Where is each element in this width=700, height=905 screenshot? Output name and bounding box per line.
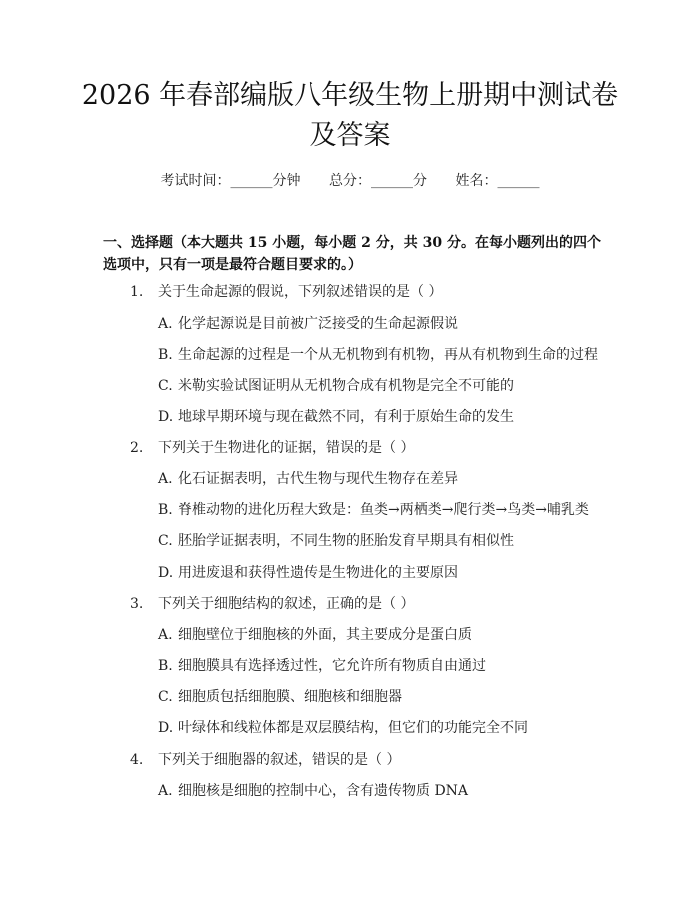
question-number: 1. — [130, 284, 144, 300]
total-score-field: 总分：______分 — [329, 173, 427, 189]
option-letter: D. — [158, 565, 174, 581]
question-1-option-d — [158, 407, 514, 427]
option-letter: B. — [158, 347, 173, 363]
question-stem: 关于生命起源的假说，下列叙述错误的是（ ） — [158, 284, 443, 300]
option-text: 地球早期环境与现在截然不同，有利于原始生命的发生 — [178, 409, 514, 425]
option-text: 细胞质包括细胞膜、细胞核和细胞器 — [178, 689, 402, 705]
option-text: 生命起源的过程是一个从无机物到有机物，再从有机物到生命的过程 — [178, 347, 598, 363]
option-letter: C. — [158, 689, 173, 705]
option-text: 叶绿体和线粒体都是双层膜结构，但它们的功能完全不同 — [178, 720, 528, 736]
question-number: 2. — [130, 440, 144, 456]
exam-meta — [0, 170, 700, 190]
option-letter: A. — [158, 783, 173, 799]
option-text: 化石证据表明，古代生物与现代生物存在差异 — [178, 471, 458, 487]
question-3 — [130, 594, 414, 614]
question-3-option-a — [158, 625, 472, 645]
option-letter: D. — [158, 409, 174, 425]
option-text: 细胞膜具有选择透过性，它允许所有物质自由通过 — [178, 658, 486, 674]
option-text: 脊椎动物的进化历程大致是：鱼类→两栖类→爬行类→鸟类→哺乳类 — [178, 502, 589, 518]
question-4-option-a — [158, 781, 468, 801]
option-letter: B. — [158, 658, 173, 674]
question-stem: 下列关于细胞器的叙述，错误的是（ ） — [158, 752, 401, 768]
page-title: 2026 年春部编版八年级生物上册期中测试卷及答案 — [81, 80, 619, 151]
question-2-option-a — [158, 469, 458, 489]
option-text: 细胞核是细胞的控制中心，含有遗传物质 DNA — [178, 783, 469, 799]
question-2-option-b — [158, 500, 589, 520]
option-letter: A. — [158, 471, 173, 487]
question-4 — [130, 750, 400, 770]
question-3-option-b — [158, 656, 486, 676]
option-text: 米勒实验试图证明从无机物合成有机物是完全不可能的 — [178, 378, 514, 394]
option-letter: A. — [158, 316, 173, 332]
option-text: 用进废退和获得性遗传是生物进化的主要原因 — [178, 565, 458, 581]
section-heading: 一、选择题（本大题共 15 小题，每小题 2 分，共 30 分。在每小题列出的四个选项中，只有一项是最符合题目要求的。） — [103, 235, 601, 273]
name-field: 姓名：______ — [455, 173, 540, 189]
option-letter: B. — [158, 502, 173, 518]
option-text: 胚胎学证据表明，不同生物的胚胎发育早期具有相似性 — [178, 533, 514, 549]
option-letter: A. — [158, 627, 173, 643]
option-letter: D. — [158, 720, 174, 736]
question-stem: 下列关于生物进化的证据，错误的是（ ） — [158, 440, 415, 456]
option-text: 化学起源说是目前被广泛接受的生命起源假说 — [178, 316, 458, 332]
exam-time-field: 考试时间：______分钟 — [160, 173, 301, 189]
question-2-option-c — [158, 531, 514, 551]
question-stem: 下列关于细胞结构的叙述，正确的是（ ） — [158, 596, 415, 612]
question-number: 3. — [130, 596, 144, 612]
question-2-option-d — [158, 563, 458, 583]
option-text: 细胞壁位于细胞核的外面，其主要成分是蛋白质 — [178, 627, 472, 643]
question-number: 4. — [130, 752, 144, 768]
question-1 — [130, 282, 442, 302]
question-3-option-d — [158, 718, 528, 738]
question-2 — [130, 438, 414, 458]
question-1-option-a — [158, 314, 458, 334]
option-letter: C. — [158, 533, 173, 549]
option-letter: C. — [158, 378, 173, 394]
question-1-option-c — [158, 376, 514, 396]
question-3-option-c — [158, 687, 402, 707]
question-1-option-b — [158, 345, 598, 365]
